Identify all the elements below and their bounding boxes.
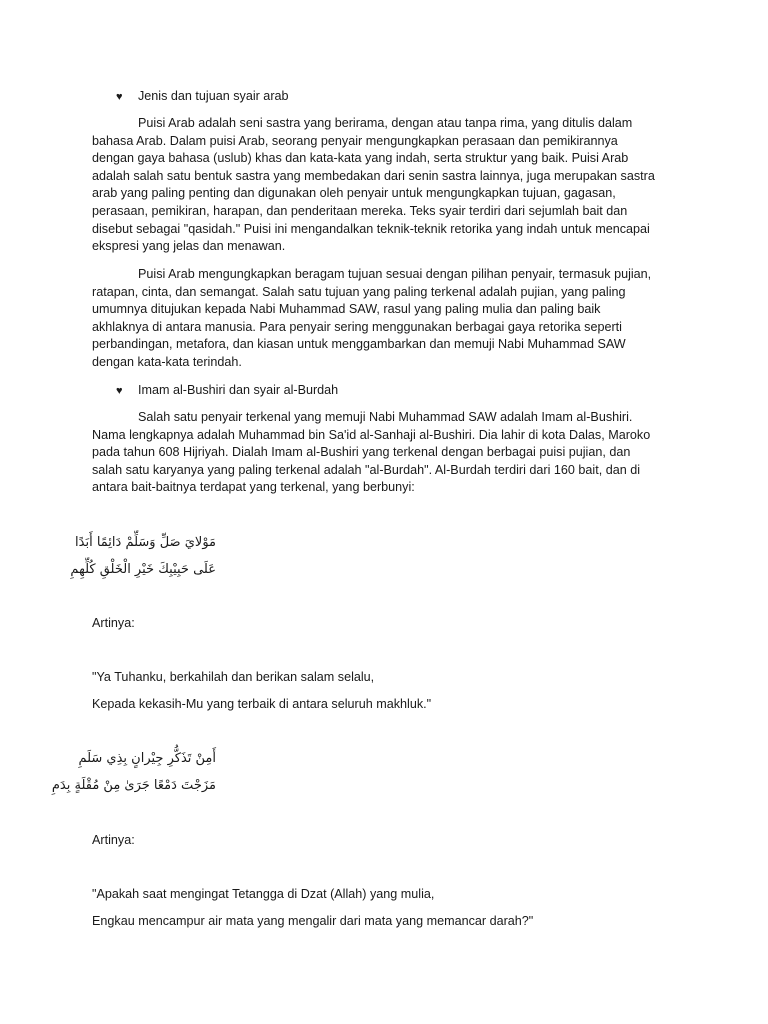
arabic-verse-line: مَزَجْتَ دَمْعًا جَرَىٰ مِنْ مُقْلَةٍ بِدَمِ bbox=[51, 778, 216, 793]
arabic-verse-line: عَلَى حَبِيْبِكَ خَيْرِ الْخَلْقِ كُلِّهِمِ bbox=[70, 562, 216, 577]
paragraph-line: dengan kata-kata terindah. bbox=[92, 354, 242, 369]
paragraph-tujuan bbox=[92, 266, 672, 372]
arabic-verse-line: مَوْلايَ صَلِّ وَسَلِّمْ دَائِمًا أَبَدًا bbox=[75, 535, 216, 550]
paragraph-line: Puisi Arab mengungkapkan beragam tujuan sesuai dengan pilihan penyair, termasuk pujian, bbox=[138, 267, 652, 281]
paragraph-line: adalah salah satu bentuk sastra yang membedakan dari senin sastra lainnya, juga merupakan sastra bbox=[92, 168, 655, 183]
paragraph-line: ratapan, cinta, dan semangat. Salah satu tujuan yang paling terkenal adalah pujian, yang paling bbox=[92, 284, 626, 299]
paragraph-line: disebut sebagai "qasidah." Puisi ini mengandalkan teknik-teknik retorika yang indah untuk mencapai bbox=[92, 221, 650, 236]
paragraph-line: antara bait-baitnya terdapat yang terkenal, yang berbunyi: bbox=[92, 480, 415, 495]
heading-text: Jenis dan tujuan syair arab bbox=[138, 89, 289, 103]
paragraph-line: arab yang paling penting dan digunakan oleh penyair untuk mengungkapkan tujuan, gagasan, bbox=[92, 186, 616, 201]
heart-bullet-icon: ♥ bbox=[116, 385, 123, 397]
paragraph-puisi-arab bbox=[92, 115, 672, 256]
paragraph-line: ekspresi yang jelas dan menawan. bbox=[92, 239, 286, 254]
paragraph-line: pada tahun 608 Hijriyah. Dialah Imam al-Bushiri yang terkenal dengan berbagai puisi pujian, dan bbox=[92, 445, 631, 460]
section-heading-bushiri bbox=[116, 382, 338, 401]
paragraph-line: akhlaknya di antara manusia. Para penyair sering menggunakan berbagai gaya retorika seperti bbox=[92, 319, 622, 334]
paragraph-line: Salah satu penyair terkenal yang memuji Nabi Muhammad SAW adalah Imam al-Bushiri. bbox=[138, 410, 633, 424]
paragraph-line: umumnya ditujukan kepada Nabi Muhammad SAW, rasul yang paling mulia dan paling baik bbox=[92, 302, 601, 317]
translation-line: Kepada kekasih-Mu yang terbaik di antara seluruh makhluk." bbox=[92, 697, 432, 711]
translation-line: "Ya Tuhanku, berkahilah dan berikan salam selalu, bbox=[92, 670, 375, 684]
paragraph-line: Puisi Arab adalah seni sastra yang berirama, dengan atau tanpa rima, yang ditulis dalam bbox=[138, 116, 633, 130]
paragraph-line: perbandingan, metafora, dan kiasan untuk menggambarkan dan memuji Nabi Muhammad SAW bbox=[92, 337, 626, 352]
translation-line: "Apakah saat mengingat Tetangga di Dzat (Allah) yang mulia, bbox=[92, 887, 435, 901]
heart-bullet-icon: ♥ bbox=[116, 91, 123, 103]
paragraph-line: perasaan, pemikiran, harapan, dan penderitaan mereka. Teks syair terdiri dari sejumlah bait dan bbox=[92, 203, 628, 218]
paragraph-line: salah satu karyanya yang paling terkenal adalah "al-Burdah". Al-Burdah terdiri dari 160 bait, dan di bbox=[92, 462, 641, 477]
artinya-label: Artinya: bbox=[92, 616, 135, 630]
heading-text: Imam al-Bushiri dan syair al-Burdah bbox=[138, 383, 339, 397]
artinya-label: Artinya: bbox=[92, 833, 135, 847]
paragraph-bushiri bbox=[92, 409, 672, 497]
paragraph-line: bahasa Arab. Dalam puisi Arab, seorang penyair mengungkapkan perasaan dan pemikirannya bbox=[92, 133, 618, 148]
translation-line: Engkau mencampur air mata yang mengalir dari mata yang memancar darah?" bbox=[92, 914, 534, 928]
paragraph-line: Nama lengkapnya adalah Muhammad bin Sa'id al-Sanhaji al-Bushiri. Dia lahir di kota Dalas, Maroko bbox=[92, 427, 651, 442]
section-heading-jenis bbox=[116, 88, 289, 107]
arabic-verse-line: أَمِنْ تَذَكُّرِ جِيْرانٍ بِذِي سَلَمِ bbox=[78, 751, 216, 766]
paragraph-line: dengan gaya bahasa (uslub) khas dan kata-kata yang indah, serta struktur yang baik. Puisi Arab bbox=[92, 151, 629, 166]
